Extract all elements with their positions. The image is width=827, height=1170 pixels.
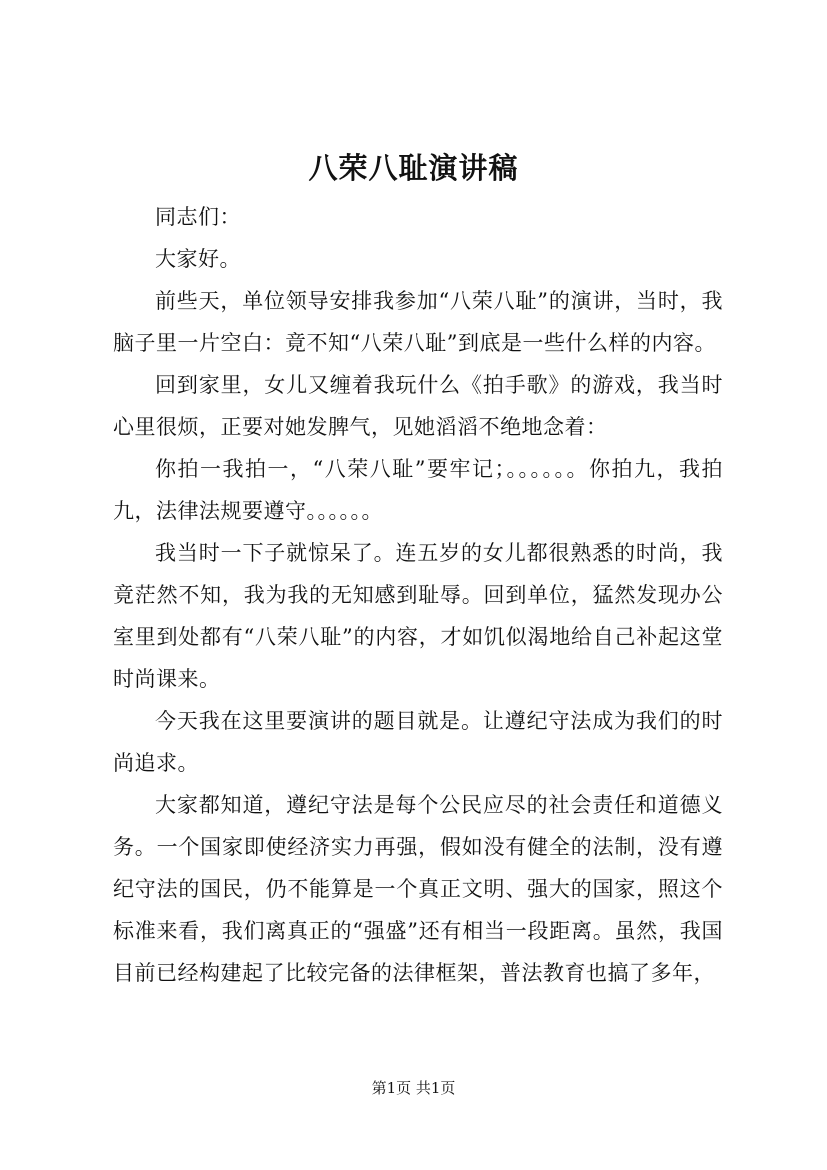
paragraph-hello: 大家好。 xyxy=(155,247,241,271)
paragraph: 我当时一下子就惊呆了。连五岁的女儿都很熟悉的时尚，我竟茫然不知，我为我的无知感到耻辱。回到单位，猛然发现办公室里到处都有“八荣八耻”的内容，才如饥似渴地给自己补起这堂时尚课来。 xyxy=(113,541,723,691)
document-title: 八荣八耻演讲稿 xyxy=(308,151,519,185)
paragraph: 前些天，单位领导安排我参加“八荣八耻”的演讲，当时，我脑子里一片空白：竟不知“八荣八耻”到底是一些什么样的内容。 xyxy=(113,289,723,355)
paragraph: 你拍一我拍一，“八荣八耻”要牢记；。。。。。。你拍九，我拍九，法律法规要遵守。。。。。。 xyxy=(113,457,723,523)
paragraph: 回到家里，女儿又缠着我玩什么《拍手歌》的游戏，我当时心里很烦，正要对她发脾气，见她滔滔不绝地念着： xyxy=(113,373,723,439)
paragraph: 大家都知道，遵纪守法是每个公民应尽的社会责任和道德义务。一个国家即使经济实力再强，假如没有健全的法制，没有遵纪守法的国民，仍不能算是一个真正文明、强大的国家，照这个标准来看，我们离真正的“强盛”还有相当一段距离。虽然，我国目前已经构建起了比较完备的法律框架，普法教育也搞了多年， xyxy=(113,793,723,985)
paragraph: 今天我在这里要演讲的题目就是。让遵纪守法成为我们的时尚追求。 xyxy=(113,709,723,775)
paragraph-greeting: 同志们： xyxy=(155,205,241,229)
page-number-footer: 第1页 共1页 xyxy=(371,1079,456,1097)
document-body xyxy=(113,196,723,994)
